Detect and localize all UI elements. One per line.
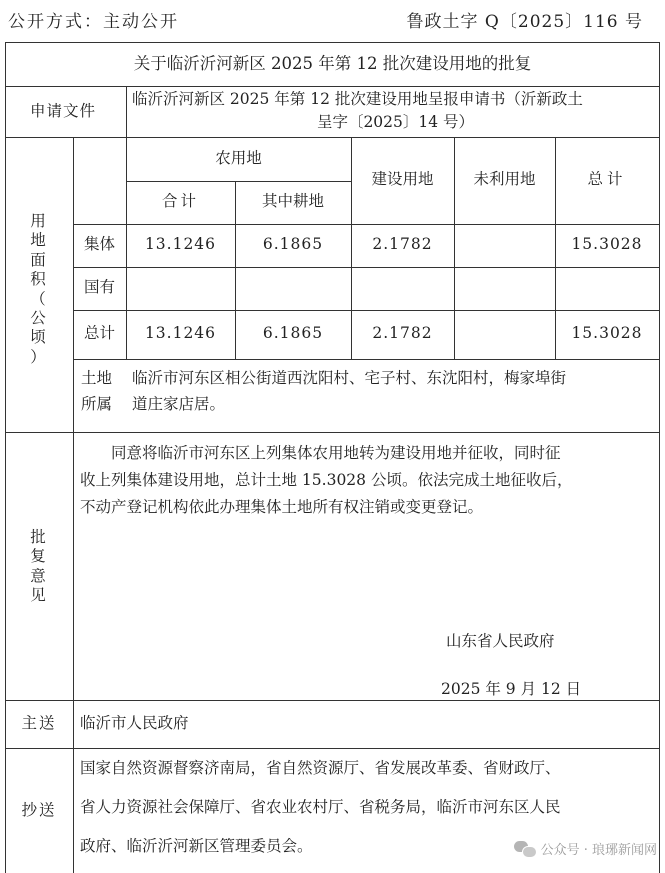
cc-text <box>80 755 561 860</box>
farmland-header: 其中耕地 <box>261 192 324 210</box>
approval-opinion-label-char: 见 <box>30 586 46 605</box>
approval-text-line1: 同意将临沂市河东区上列集体农用地转为建设用地并征收，同时征 <box>111 444 561 462</box>
watermark-text: 公众号 · 琅琊新闻网 <box>540 843 657 858</box>
watermark <box>514 839 657 858</box>
wechat-icon <box>514 841 536 857</box>
land-location-label-line1: 土地 <box>81 369 113 387</box>
approval-opinion-label-char: 意 <box>30 566 46 585</box>
approval-opinion-label-char: 批 <box>30 528 46 546</box>
row-collective-construction: 2.1782 <box>372 235 433 253</box>
row-collective-subtotal: 13.1246 <box>144 235 217 253</box>
row-total-total: 15.3028 <box>571 324 643 342</box>
row-total-label: 总计 <box>83 324 115 342</box>
land-area-label-char: （ <box>30 289 46 308</box>
approval-text-line2: 收上列集体建设用地，总计土地 15.3028 公顷。依法完成土地征收后， <box>80 471 573 489</box>
application-text-line2: 呈字〔2025〕14 号） <box>316 113 475 131</box>
application-label: 申请文件 <box>30 102 97 120</box>
approval-date: 2025 年 9 月 12 日 <box>441 680 582 698</box>
land-area-label-char: 积 <box>30 270 46 289</box>
cc-text-line2: 省人力资源社会保障厅、省农业农村厅、省税务局，临沂市河东区人民 <box>80 798 561 816</box>
approval-signer: 山东省人民政府 <box>446 632 555 650</box>
land-location-line2: 道庄家店居。 <box>132 395 226 413</box>
main-recipient-value: 临沂市人民政府 <box>80 714 189 732</box>
cc-text-line1: 国家自然资源督察济南局，省自然资源厅、省发展改革委、省财政厅、 <box>80 759 561 777</box>
land-area-label-char: ） <box>30 347 46 366</box>
cc-text-line3: 政府、临沂沂河新区管理委员会。 <box>80 837 313 855</box>
row-total-construction: 2.1782 <box>372 324 433 342</box>
land-area-label <box>25 212 51 367</box>
construction-header: 建设用地 <box>371 170 434 188</box>
land-area-label-char: 地 <box>30 231 46 250</box>
disclosure-method: 公开方式：主动公开 <box>8 12 179 32</box>
row-collective-label: 集体 <box>83 235 115 253</box>
row-collective-total: 15.3028 <box>571 235 643 253</box>
total-header: 总计 <box>587 170 627 188</box>
row-total-farmland: 6.1865 <box>262 324 324 342</box>
application-text-line1: 临沂沂河新区 2025 年第 12 批次建设用地呈报申请书（沂新政土 <box>132 90 583 108</box>
approval-text <box>80 440 572 521</box>
agricultural-header: 农用地 <box>215 149 262 167</box>
document-number: 鲁政土字 Q〔2025〕116 号 <box>406 12 643 32</box>
main-recipient-label: 主送 <box>21 714 57 732</box>
land-location-label-line2: 所属 <box>81 395 113 413</box>
row-total-subtotal: 13.1246 <box>144 324 217 342</box>
unused-header: 未利用地 <box>473 170 536 188</box>
land-area-label-char: 公 <box>30 308 46 327</box>
approval-text-line3: 不动产登记机构依此办理集体土地所有权注销或变更登记。 <box>80 498 484 516</box>
subtotal-header: 合计 <box>161 192 199 210</box>
land-location-line1: 临沂市河东区相公街道西沈阳村、宅子村、东沈阳村，梅家埠街 <box>132 369 567 387</box>
land-area-label-char: 用 <box>30 212 46 230</box>
document-title: 关于临沂沂河新区 2025 年第 12 批次建设用地的批复 <box>133 54 532 73</box>
row-state-label: 国有 <box>83 278 115 296</box>
approval-opinion-label <box>25 528 51 606</box>
row-collective-farmland: 6.1865 <box>262 235 324 253</box>
land-area-label-char: 顷 <box>30 328 46 347</box>
approval-opinion-label-char: 复 <box>30 547 46 566</box>
land-area-label-char: 面 <box>30 250 46 269</box>
cc-label: 抄送 <box>21 801 57 819</box>
